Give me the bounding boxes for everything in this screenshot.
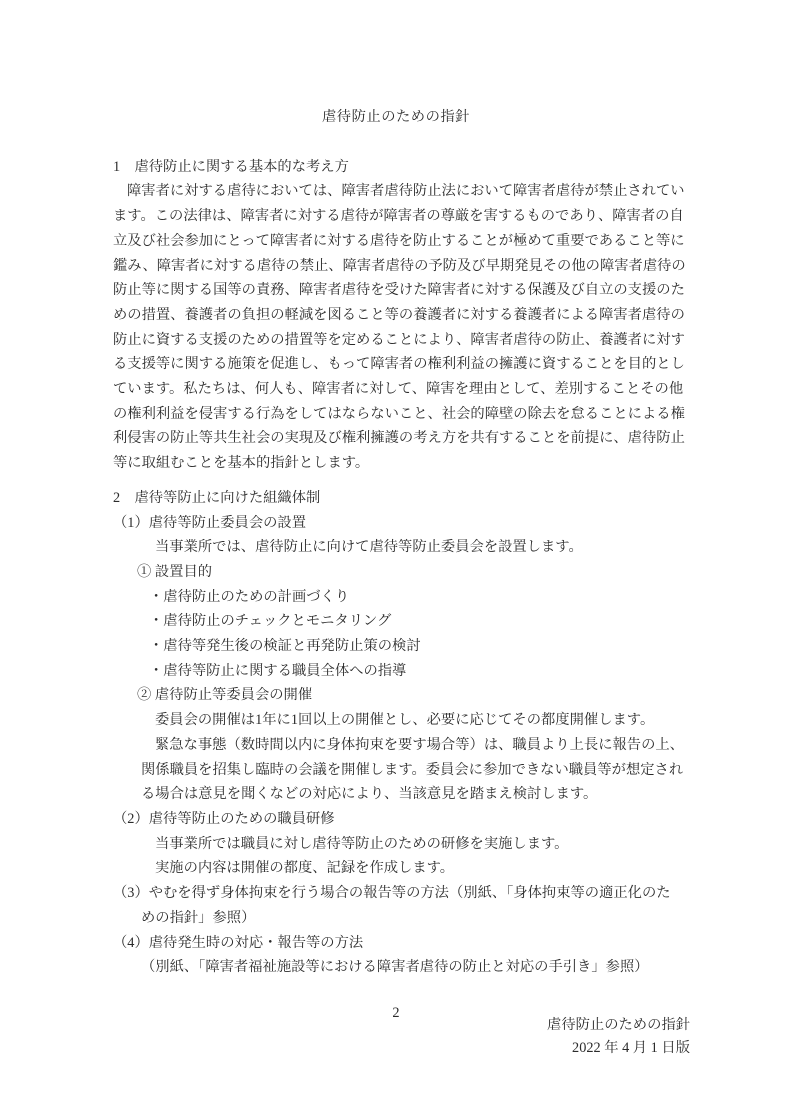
footer-doc-title: 虐待防止のための指針 [547, 1016, 690, 1033]
paragraph-line: の権利利益を侵害する行為をしてはならないこと、社会的障壁の除去を怠ることによる権 [113, 405, 685, 422]
paragraph-line: 緊急な事態（数時間以内に身体拘束を要す場合等）は、職員より上長に報告の上、 [155, 736, 684, 753]
item-4-heading: （4）虐待発生時の対応・報告等の方法 [113, 934, 364, 951]
page-number: 2 [392, 1004, 400, 1021]
page-title: 虐待防止のための指針 [322, 109, 470, 125]
bullet-line: ・虐待等防止に関する職員全体への指導 [149, 662, 407, 679]
paragraph-line: 鑑み、障害者に対する虐待の禁止、障害者虐待の予防及び早期発見その他の障害者虐待の [113, 257, 686, 274]
paragraph-line: 利侵害の防止等共生社会の実現及び権利擁護の考え方を共有することを前提に、虐待防止 [113, 430, 685, 447]
paragraph-line: ます。この法律は、障害者に対する虐待が障害者の尊厳を害するものであり、障害者の自 [113, 208, 684, 225]
paragraph-line: 防止等に関する国等の責務、障害者虐待を受けた障害者に対する保護及び自立の支援のた [113, 282, 685, 299]
item-1-heading: （1）虐待等防止委員会の設置 [113, 514, 307, 531]
paragraph-line: （別紙、「障害者福祉施設等における障害者虐待の防止と対応の手引き」参照） [141, 959, 649, 976]
paragraph-line: 当事業所では、虐待防止に向けて虐待等防止委員会を設置します。 [155, 539, 583, 556]
paragraph-line: 防止に資する支援のための措置等を定めることにより、障害者虐待の防止、養護者に対す [113, 331, 685, 348]
paragraph-line: 委員会の開催は1年に1回以上の開催とし、必要に応じてその都度開催します。 [155, 712, 655, 729]
paragraph-line: ています。私たちは、何人も、障害者に対して、障害を理由として、差別することその他 [113, 381, 684, 398]
section-1-heading: 1 虐待防止に関する基本的な考え方 [113, 158, 349, 175]
item-3-heading: （3）やむを得ず身体拘束を行う場合の報告等の方法（別紙、「身体拘束等の適正化のた [113, 885, 671, 902]
bullet-line: ・虐待防止のための計画づくり [149, 588, 350, 605]
document-body [113, 155, 691, 980]
sub-item-2-heading: ② 虐待防止等委員会の開催 [137, 687, 313, 704]
paragraph-line: めの措置、養護者の負担の軽減を図ること等の養護者に対する養護者による障害者虐待の [113, 306, 685, 323]
paragraph-line: る支援等に関する施策を促進し、もって障害者の権利利益の擁護に資することを目的とし [113, 356, 685, 373]
paragraph-line: 関係職員を招集し臨時の会議を開催します。委員会に参加できない職員等が想定され [141, 761, 684, 778]
paragraph-line: 当事業所では職員に対し虐待等防止のための研修を実施します。 [155, 835, 569, 852]
paragraph-line: 立及び社会参加にとって障害者に対する虐待を防止することが極めて重要であること等に [113, 232, 685, 249]
sub-item-1-heading: ① 設置目的 [137, 563, 213, 580]
paragraph-line: 障害者に対する虐待においては、障害者虐待防止法において障害者虐待が禁止されてい [127, 183, 685, 200]
bullet-line: ・虐待等発生後の検証と再発防止策の検討 [149, 638, 421, 655]
footer-version-date: 2022 年 4 月 1 日版 [572, 1039, 690, 1056]
item-2-heading: （2）虐待等防止のための職員研修 [113, 810, 335, 827]
bullet-line: ・虐待防止のチェックとモニタリング [149, 613, 392, 630]
section-2-heading: 2 虐待等防止に向けた組織体制 [113, 489, 321, 506]
paragraph-line: る場合は意見を聞くなどの対応により、当該意見を踏まえ検討します。 [141, 786, 598, 803]
paragraph-line: 実施の内容は開催の都度、記録を作成します。 [155, 860, 455, 877]
paragraph-line: 等に取組むことを基本的指針とします。 [113, 455, 370, 472]
paragraph-line: めの指針」参照） [141, 909, 256, 926]
